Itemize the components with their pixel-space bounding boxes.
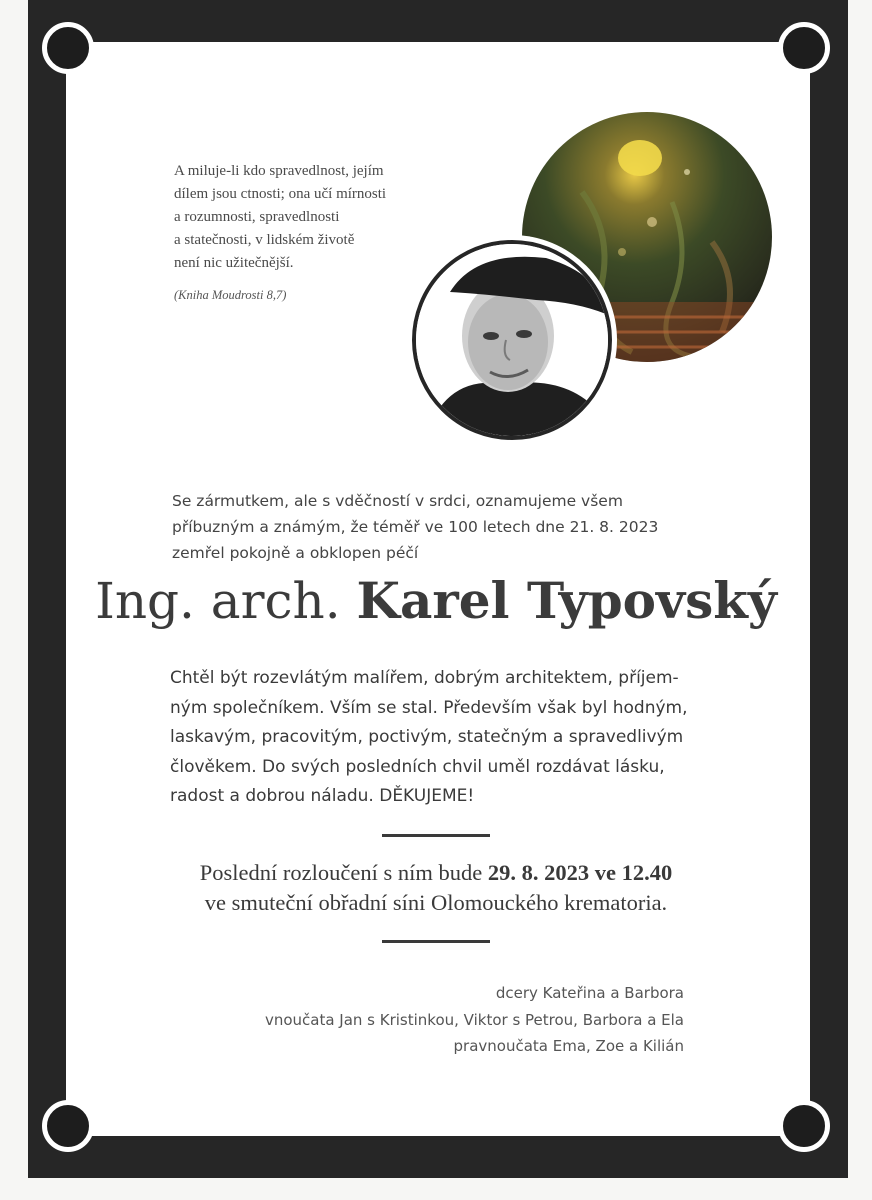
- funeral-info: [0, 858, 872, 918]
- mourners-list: [124, 980, 684, 1060]
- corner-circle-top-right: [778, 22, 830, 74]
- divider-bottom: [382, 940, 490, 943]
- mourners-line: vnoučata Jan s Kristinkou, Viktor s Petrou, Barbora a Ela: [264, 1010, 684, 1029]
- funeral-place: ve smuteční obřadní síni Olomouckého krematoria.: [204, 890, 668, 915]
- quote-line: dílem jsou ctnosti; ona učí mírnosti: [174, 186, 387, 202]
- corner-circle-top-left: [42, 22, 94, 74]
- bible-quote: [174, 160, 474, 275]
- tribute-text: [170, 664, 710, 812]
- tribute-line: radost a dobrou náladu. DĚKUJEME!: [170, 786, 475, 806]
- intro-line: Se zármutkem, ale s vděčností v srdci, oznamujeme všem: [172, 492, 623, 510]
- quote-source: (Kniha Moudrosti 8,7): [174, 288, 287, 302]
- tribute-line: ným společníkem. Vším se stal. Především však byl hodným,: [170, 697, 688, 718]
- tribute-line: člověkem. Do svých posledních chvil uměl rozdávat lásku,: [170, 756, 665, 777]
- divider-top: [382, 834, 490, 837]
- mourners-line: pravnoučata Ema, Zoe a Kilián: [453, 1037, 684, 1055]
- quote-line: A miluje-li kdo spravedlnost, jejím: [174, 163, 384, 179]
- funeral-prefix: Poslední rozloučení s ním bude: [199, 860, 483, 885]
- portrait-photo: [412, 240, 612, 440]
- intro-line: zemřel pokojně a obklopen péčí: [172, 544, 419, 562]
- mourners-line: dcery Kateřina a Barbora: [495, 984, 684, 1002]
- funeral-datetime: 29. 8. 2023 ve 12.40: [487, 860, 673, 885]
- announcement-intro: [172, 488, 692, 566]
- intro-line: příbuzným a známým, že téměř ve 100 letech dne 21. 8. 2023: [172, 518, 659, 536]
- quote-line: a statečnosti, v lidském životě: [174, 232, 355, 248]
- academic-title: Ing. arch.: [95, 572, 341, 630]
- tribute-line: Chtěl být rozevlátým malířem, dobrým architektem, příjem-: [170, 668, 679, 688]
- corner-circle-bottom-right: [778, 1100, 830, 1152]
- funeral-line-1: [0, 858, 872, 888]
- quote-line: a rozumnosti, spravedlnosti: [174, 209, 340, 225]
- full-name: Karel Typovský: [356, 571, 777, 630]
- corner-circle-bottom-left: [42, 1100, 94, 1152]
- quote-line: není nic užitečnější.: [174, 255, 294, 271]
- tribute-line: laskavým, pracovitým, poctivým, statečným a spravedlivým: [170, 727, 684, 747]
- deceased-name: [0, 566, 872, 636]
